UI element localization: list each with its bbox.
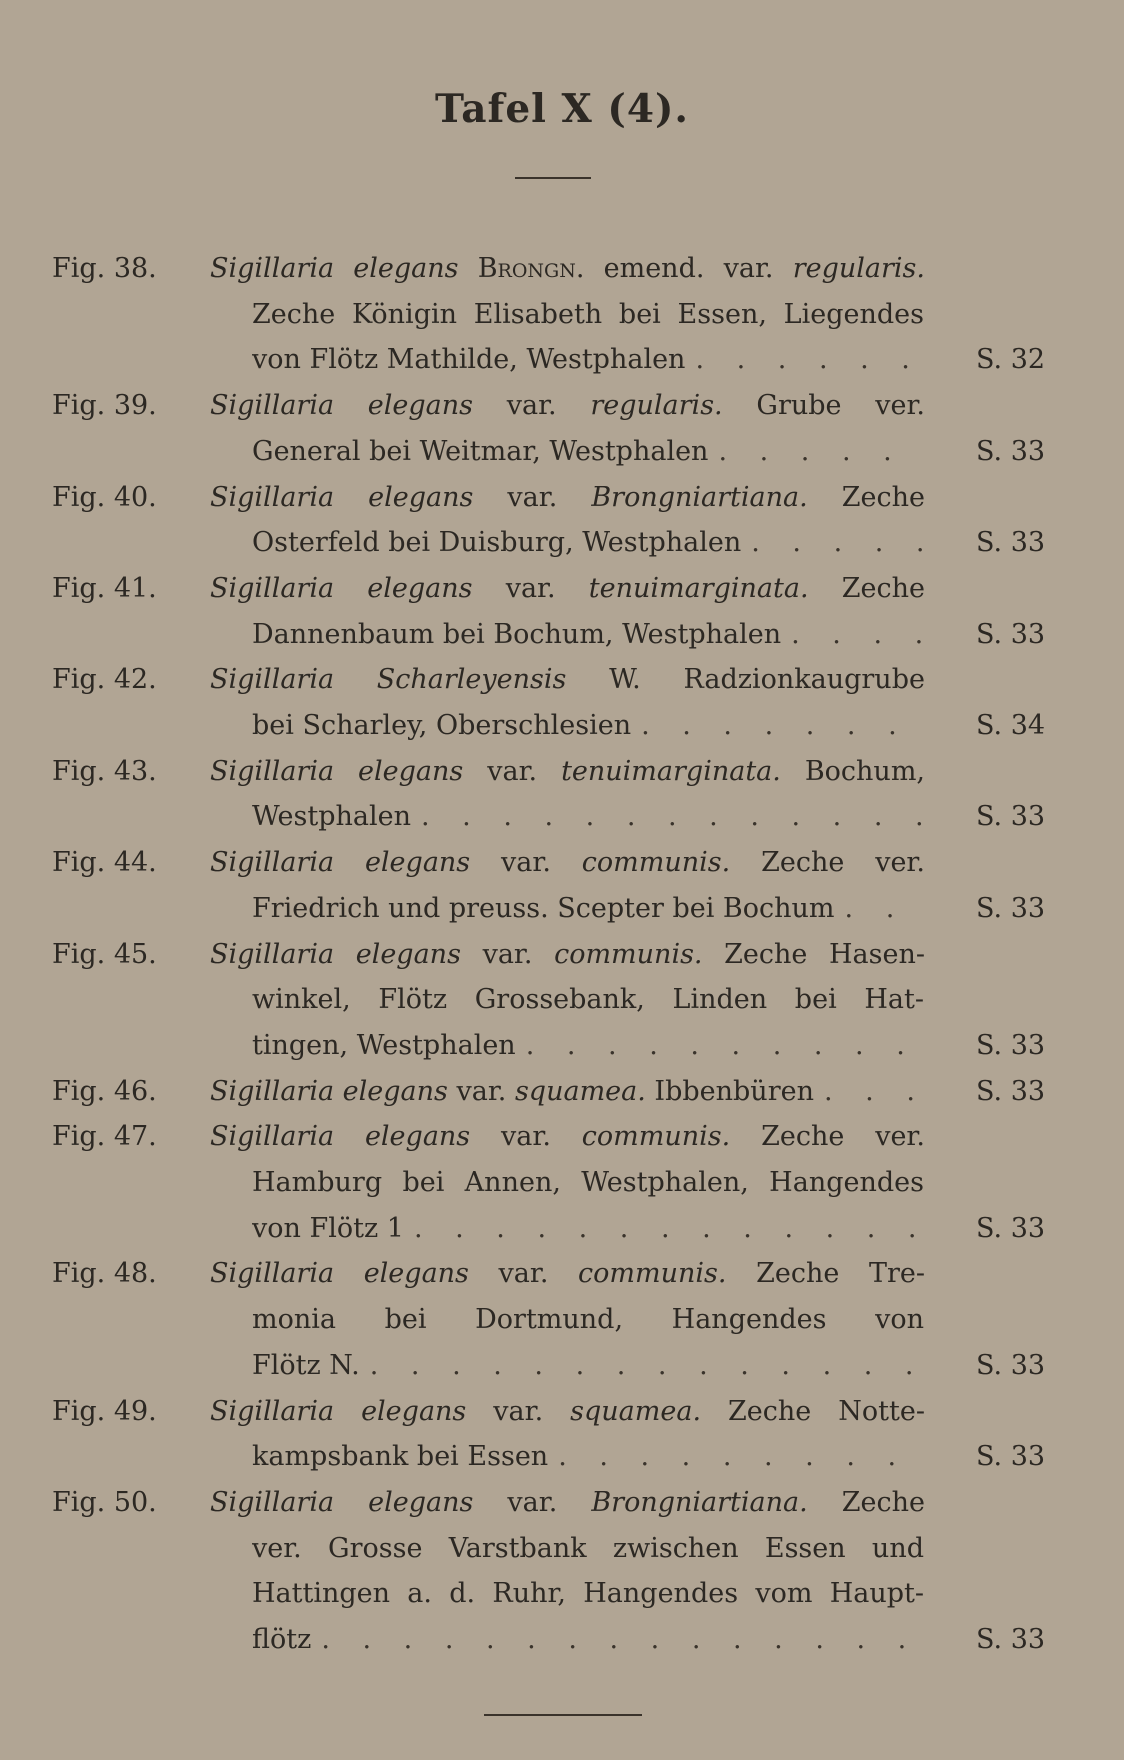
species-name: elegans [363, 1258, 469, 1290]
taxon-line [210, 1114, 925, 1160]
locality-line [252, 1023, 924, 1069]
genus-name: Sigillaria [210, 390, 335, 422]
page-reference: S. 33 [976, 527, 1046, 559]
taxon-text [210, 1069, 814, 1115]
figure-number: Fig. 46. [52, 1075, 157, 1107]
locality-line [252, 886, 924, 932]
locality-text: von Flötz 1 [252, 1212, 404, 1244]
locality-text: Dannenbaum bei Bochum, Westphalen [252, 618, 782, 650]
dot-leader [548, 1434, 924, 1480]
locality-text: Friedrich und preuss. Scepter bei Bochum [252, 892, 835, 924]
dot-leader [708, 429, 924, 475]
figure-number: Fig. 44. [52, 847, 157, 879]
variety-name: Brongniartiana. [591, 481, 808, 513]
locality-line [252, 612, 924, 658]
locality-start: Zeche ver. [761, 1121, 925, 1153]
species-name: Scharleyensis [376, 664, 567, 696]
figure-number: Fig. 43. [52, 755, 157, 787]
genus-name: Sigillaria [210, 1486, 335, 1518]
taxon-rank: var. [498, 1258, 549, 1290]
taxon-rank: var. [493, 1395, 544, 1427]
page-reference: S. 33 [976, 1441, 1046, 1473]
locality-text: Osterfeld bei Duisburg, Westphalen [252, 527, 742, 559]
taxon-line [210, 383, 925, 429]
locality-line [252, 794, 924, 840]
variety-name: communis. [581, 1121, 731, 1153]
species-name: elegans [342, 1075, 448, 1107]
locality-start: Bochum, [804, 755, 925, 787]
dot-leader [411, 794, 924, 840]
dot-leader [404, 1206, 924, 1252]
species-name: elegans [364, 847, 471, 879]
species-name: elegans [368, 1486, 474, 1518]
plate-title: Tafel X (4). [435, 86, 689, 132]
taxon-line [210, 657, 925, 703]
species-name: elegans [358, 755, 464, 787]
taxon-rank: var. [501, 1121, 551, 1153]
locality-start: Ibbenbüren [654, 1075, 814, 1107]
locality-text: Flötz N. [252, 1349, 360, 1381]
taxon-rank: var. [506, 390, 557, 422]
taxon-line [210, 475, 925, 521]
locality-line [252, 1343, 924, 1389]
dot-leader [685, 337, 924, 383]
dot-leader [814, 1069, 925, 1115]
locality-start: Zeche Notte- [728, 1395, 925, 1427]
genus-name: Sigillaria [210, 664, 335, 696]
taxon-rank: emend. var. [603, 253, 774, 284]
taxon-rank: var. [456, 1075, 507, 1107]
species-name: elegans [368, 481, 474, 513]
dot-leader [781, 612, 924, 658]
locality-line [252, 1617, 924, 1663]
title-divider [515, 177, 591, 179]
locality-text: bei Scharley, Oberschlesien [252, 709, 632, 741]
variety-name: squamea. [570, 1395, 702, 1427]
taxon-rank: var. [507, 1486, 558, 1518]
genus-name: Sigillaria [210, 938, 335, 970]
variety-name: regularis. [590, 390, 723, 422]
genus-name: Sigillaria [210, 1395, 335, 1427]
page-reference: S. 33 [976, 892, 1046, 924]
variety-name: communis. [578, 1258, 727, 1290]
locality-text: flötz [252, 1623, 312, 1655]
locality-start: Zeche [841, 481, 925, 513]
taxon-line [210, 1480, 925, 1526]
authority: Brongn. [477, 253, 585, 284]
species-name: elegans [367, 572, 473, 604]
genus-name: Sigillaria [210, 1121, 335, 1153]
locality-text: kampsbank bei Essen [252, 1441, 549, 1473]
variety-name: communis. [554, 938, 703, 970]
genus-name: Sigillaria [210, 1075, 335, 1107]
locality-start: Zeche ver. [761, 847, 925, 879]
figure-number: Fig. 38. [52, 253, 157, 284]
page-reference: S. 33 [976, 1349, 1046, 1381]
taxon-line [210, 749, 925, 795]
taxon-rank: var. [487, 755, 538, 787]
figure-number: Fig. 49. [52, 1395, 157, 1427]
locality-text: tingen, Westphalen [252, 1029, 516, 1061]
taxon-line [210, 840, 925, 886]
locality-line: Zeche Königin Elisabeth bei Essen, Liegendes [252, 298, 924, 330]
dot-leader [631, 703, 924, 749]
figure-number: Fig. 48. [52, 1258, 157, 1290]
page-reference: S. 33 [976, 801, 1046, 833]
figure-number: Fig. 41. [52, 572, 157, 604]
figure-number: Fig. 40. [52, 481, 157, 513]
locality-line [252, 520, 924, 566]
locality-line [252, 1434, 924, 1480]
taxon-line [210, 246, 925, 292]
species-name: elegans [361, 1395, 467, 1427]
locality-start: Grube ver. [756, 390, 925, 422]
figure-number: Fig. 39. [52, 390, 157, 422]
locality-line [252, 337, 924, 383]
locality-line [252, 1206, 924, 1252]
locality-start: Radzionkaugrube [683, 664, 925, 696]
locality-text: Westphalen [252, 801, 412, 833]
species-name: elegans [364, 1121, 471, 1153]
genus-name: Sigillaria [210, 253, 335, 284]
species-name: elegans [367, 390, 474, 422]
genus-name: Sigillaria [210, 755, 335, 787]
taxon-line [210, 1389, 925, 1435]
locality-start: Zeche Tre- [756, 1258, 925, 1290]
figure-number: Fig. 47. [52, 1121, 157, 1153]
page-reference: S. 33 [976, 1029, 1046, 1061]
page-reference: S. 33 [976, 1623, 1046, 1655]
taxon-rank: W. [609, 664, 641, 696]
variety-name: Brongniartiana. [591, 1486, 808, 1518]
taxon-rank: var. [507, 481, 558, 513]
variety-name: regularis. [792, 253, 925, 284]
species-name: elegans [353, 253, 459, 284]
page-reference: S. 33 [976, 618, 1046, 650]
locality-start: Zeche Hasen- [724, 938, 925, 970]
variety-name: communis. [581, 847, 731, 879]
taxon-rank: var. [501, 847, 551, 879]
taxon-rank: var. [482, 938, 533, 970]
taxon-line [210, 932, 925, 978]
dot-leader [360, 1343, 924, 1389]
locality-text: General bei Weitmar, Westphalen [252, 435, 709, 467]
locality-line: winkel, Flötz Grossebank, Linden bei Hat- [252, 984, 924, 1016]
locality-line: Hamburg bei Annen, Westphalen, Hangendes [252, 1166, 924, 1198]
page-reference: S. 34 [976, 709, 1046, 741]
locality-start: Zeche [841, 1486, 925, 1518]
figure-number: Fig. 45. [52, 938, 157, 970]
figure-number: Fig. 42. [52, 664, 157, 696]
variety-name: tenuimarginata. [561, 755, 781, 787]
page-reference: S. 33 [976, 1075, 1046, 1107]
dot-leader [835, 886, 924, 932]
species-name: elegans [355, 938, 461, 970]
page-reference: S. 32 [976, 344, 1046, 376]
variety-name: squamea. [514, 1075, 646, 1107]
taxon-line [210, 566, 925, 612]
taxon-line [210, 1069, 925, 1115]
page-reference: S. 33 [976, 1212, 1046, 1244]
figure-number: Fig. 50. [52, 1486, 157, 1518]
locality-start: Zeche [841, 572, 925, 604]
genus-name: Sigillaria [210, 1258, 335, 1290]
taxon-rank: var. [505, 572, 556, 604]
footer-divider [484, 1714, 642, 1716]
genus-name: Sigillaria [210, 572, 335, 604]
dot-leader [311, 1617, 924, 1663]
variety-name: tenuimarginata. [588, 572, 809, 604]
locality-line: Hattingen a. d. Ruhr, Hangendes vom Haupt- [252, 1578, 924, 1610]
locality-line: monia bei Dortmund, Hangendes von [252, 1304, 924, 1336]
locality-line: ver. Grosse Varstbank zwischen Essen und [252, 1532, 924, 1564]
dot-leader [516, 1023, 924, 1069]
genus-name: Sigillaria [210, 847, 335, 879]
locality-text: von Flötz Mathilde, Westphalen [252, 344, 686, 376]
locality-line [252, 429, 924, 475]
page-reference: S. 33 [976, 435, 1046, 467]
genus-name: Sigillaria [210, 481, 335, 513]
locality-line [252, 703, 924, 749]
taxon-line [210, 1251, 925, 1297]
dot-leader [741, 520, 924, 566]
